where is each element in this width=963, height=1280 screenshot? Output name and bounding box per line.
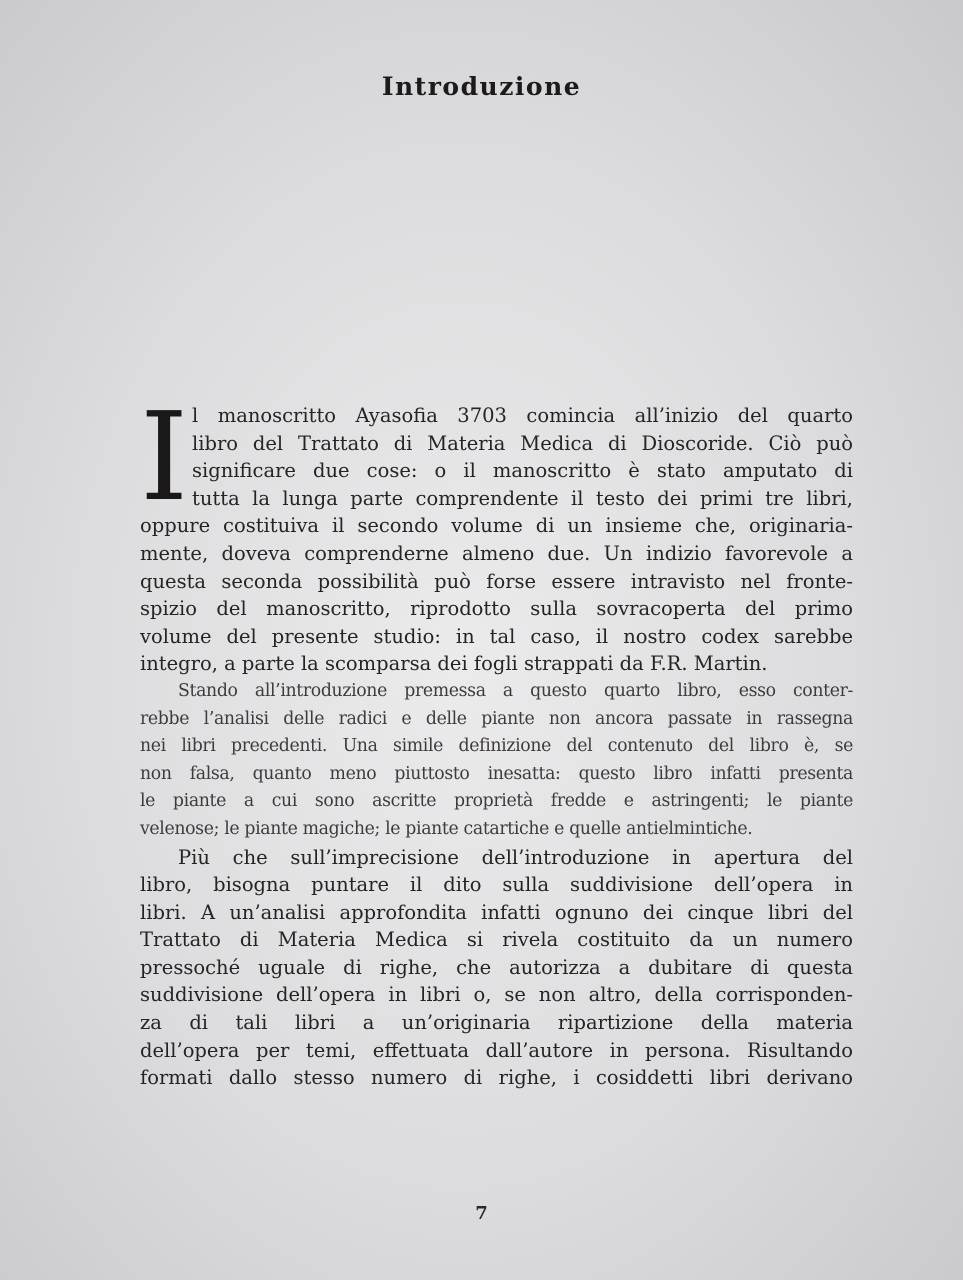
text-line: libro, bisogna puntare il dito sulla suddivisione dell’opera in — [140, 873, 853, 897]
text-line: suddivisione dell’opera in libri o, se non altro, della corrisponden- — [140, 983, 853, 1007]
text-line: za di tali libri a un’originaria ripartizione della materia — [140, 1011, 853, 1035]
paragraph-1 — [140, 386, 853, 678]
text-line: volume del presente studio: in tal caso, il nostro codex sarebbe — [140, 624, 853, 648]
text-line: tutta la lunga parte comprendente il testo dei primi tre libri, — [192, 486, 853, 510]
text-line: libro del Trattato di Materia Medica di Dioscoride. Ciò può — [192, 431, 853, 455]
text-line: formati dallo stesso numero di righe, i cosiddetti libri derivano — [140, 1066, 853, 1090]
text-line: dell’opera per temi, effettuata dall’autore in persona. Risultando — [140, 1038, 853, 1062]
paragraph-3 — [140, 844, 853, 1092]
text-line: integro, a parte la scomparsa dei fogli strappati da F.R. Martin. — [140, 652, 768, 676]
text-line: questa seconda possibilità può forse essere intravisto nel fronte- — [140, 569, 853, 593]
text-line: spizio del manoscritto, riprodotto sulla sovracoperta del primo — [140, 597, 853, 621]
text-line: l manoscritto Ayasofia 3703 comincia all’inizio del quarto — [192, 404, 853, 427]
chapter-title: Introduzione — [381, 72, 582, 101]
page-number: 7 — [475, 1203, 488, 1224]
text-line: libri. A un’analisi approfondita infatti ognuno dei cinque libri del — [140, 900, 853, 924]
text-line: le piante a cui sono ascritte proprietà fredde e astringenti; le piante — [140, 791, 853, 812]
text-line: pressoché uguale di righe, che autorizza a dubitare di questa — [140, 955, 853, 979]
paragraph-2 — [140, 678, 853, 844]
text-line: nei libri precedenti. Una simile definizione del contenuto del libro è, se — [140, 736, 853, 757]
text-line: mente, doveva comprenderne almeno due. Un indizio favorevole a — [140, 541, 853, 565]
text-line: Trattato di Materia Medica si rivela costituito da un numero — [140, 928, 853, 952]
drop-cap: I — [140, 386, 189, 528]
text-line: significare due cose: o il manoscritto è stato amputato di — [192, 459, 853, 483]
text-line: non falsa, quanto meno piuttosto inesatta: questo libro infatti presenta — [140, 763, 853, 784]
body-text — [140, 386, 853, 1092]
text-line: Stando all’introduzione premessa a questo quarto libro, esso conter- — [178, 680, 853, 701]
text-line: Più che sull’imprecisione dell’introduzione in apertura del — [178, 845, 853, 869]
text-line: rebbe l’analisi delle radici e delle piante non ancora passate in rassegna — [140, 708, 853, 729]
text-line: velenose; le piante magiche; le piante catartiche e quelle antielmintiche. — [140, 818, 753, 839]
text-line: oppure costituiva il secondo volume di un insieme che, originaria- — [140, 514, 853, 538]
